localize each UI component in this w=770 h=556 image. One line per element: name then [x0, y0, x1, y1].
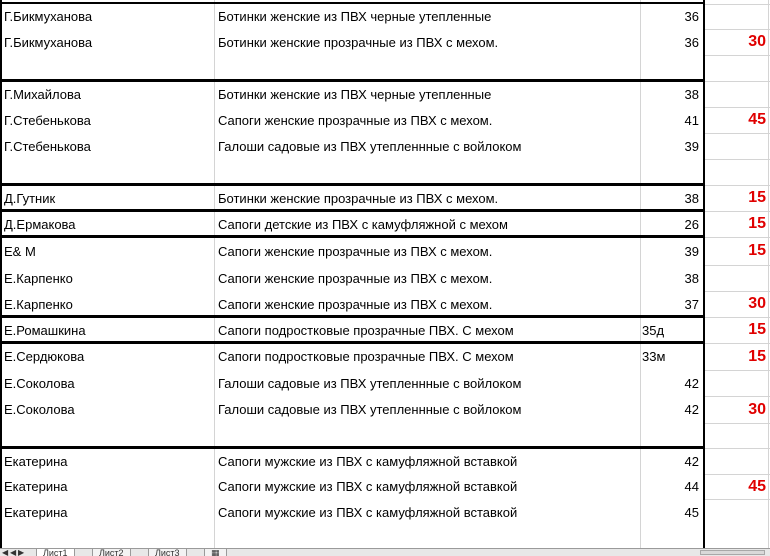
sheet-tab-2[interactable]: Лист2 — [92, 549, 131, 556]
table-row — [0, 4, 770, 29]
total-cell[interactable]: 30 — [748, 400, 766, 418]
sheet-tab-1[interactable]: Лист1 — [36, 549, 75, 556]
customer-name-cell[interactable] — [4, 55, 212, 81]
table-row — [0, 211, 770, 237]
table-row — [0, 474, 770, 499]
product-description-cell[interactable] — [218, 159, 638, 185]
table-row — [0, 448, 770, 474]
customer-name-cell[interactable]: Г.Михайлова — [4, 86, 81, 102]
product-description-cell[interactable]: Ботинки женские из ПВХ черные утепленные — [218, 86, 492, 102]
gridline — [705, 159, 770, 160]
gridline — [705, 448, 770, 449]
product-description-cell[interactable]: Сапоги мужские из ПВХ с камуфляжной вставкой — [218, 504, 518, 520]
total-cell[interactable]: 15 — [748, 242, 766, 259]
total-cell[interactable] — [708, 448, 766, 474]
total-cell[interactable]: 15 — [748, 321, 766, 338]
customer-name-cell[interactable]: E& M — [4, 243, 36, 259]
customer-name-cell[interactable]: Е.Карпенко — [4, 296, 73, 312]
size-cell[interactable]: 42 — [684, 375, 699, 391]
product-description-cell[interactable]: Сапоги женские прозрачные из ПВХ с мехом. — [218, 270, 493, 286]
gridline — [705, 211, 770, 212]
tab-first-arrow-icon[interactable]: ◀ — [2, 548, 9, 556]
gridline — [705, 265, 770, 266]
size-cell[interactable]: 38 — [684, 190, 699, 206]
size-cell[interactable]: 33м — [642, 349, 666, 364]
table-row — [0, 265, 770, 291]
table-row — [0, 396, 770, 423]
size-cell[interactable]: 37 — [684, 296, 699, 312]
size-cell[interactable]: 42 — [684, 453, 699, 469]
customer-name-cell[interactable]: Екатерина — [4, 453, 68, 469]
product-description-cell[interactable] — [218, 423, 638, 448]
customer-name-cell[interactable]: Е.Соколова — [4, 402, 75, 417]
product-description-cell[interactable]: Сапоги подростковые прозрачные ПВХ. С мехом — [218, 322, 514, 338]
size-cell[interactable]: 39 — [684, 138, 699, 154]
size-cell[interactable]: 35д — [642, 322, 665, 338]
customer-name-cell[interactable] — [4, 423, 212, 448]
gridline — [705, 133, 770, 134]
customer-name-cell[interactable]: Г.Бикмуханова — [4, 9, 93, 24]
gridline — [705, 423, 770, 424]
size-cell[interactable]: 36 — [684, 9, 699, 24]
size-cell[interactable]: 41 — [684, 112, 699, 128]
total-cell[interactable]: 15 — [748, 347, 766, 365]
table-row — [0, 291, 770, 317]
gridline — [705, 4, 770, 5]
total-cell[interactable] — [708, 370, 766, 396]
product-description-cell[interactable]: Ботинки женские из ПВХ черные утепленные — [218, 9, 492, 24]
gridline — [705, 55, 770, 56]
gridline — [705, 107, 770, 108]
product-description-cell[interactable]: Галоши садовые из ПВХ утепленнные с войлоком — [218, 138, 522, 154]
product-description-cell[interactable]: Ботинки женские прозрачные из ПВХ с мехом. — [218, 190, 499, 206]
size-cell[interactable]: 44 — [684, 479, 699, 494]
gridline — [705, 291, 770, 292]
gridline — [705, 474, 770, 475]
product-description-cell[interactable]: Сапоги женские прозрачные из ПВХ с мехом. — [218, 112, 493, 128]
total-cell[interactable]: 15 — [748, 215, 766, 232]
size-cell[interactable] — [642, 159, 701, 185]
product-description-cell[interactable]: Галоши садовые из ПВХ утепленнные с войлоком — [218, 402, 522, 417]
gridline — [705, 81, 770, 82]
gridline — [705, 29, 770, 30]
total-cell[interactable] — [708, 55, 766, 81]
total-cell[interactable] — [708, 159, 766, 185]
customer-name-cell[interactable]: Д.Ермакова — [4, 216, 76, 232]
table-row — [0, 133, 770, 159]
total-cell[interactable]: 45 — [748, 111, 766, 128]
customer-name-cell[interactable]: Е.Сердюкова — [4, 349, 85, 364]
product-description-cell[interactable]: Сапоги мужские из ПВХ с камуфляжной вставкой — [218, 453, 518, 469]
gridline — [705, 370, 770, 371]
total-cell[interactable]: 45 — [748, 477, 766, 495]
table-row — [0, 423, 770, 448]
top-border-line — [0, 2, 705, 4]
total-cell[interactable] — [708, 4, 766, 29]
size-cell[interactable]: 38 — [684, 270, 699, 286]
customer-name-cell[interactable]: Е.Соколова — [4, 375, 75, 391]
gridline — [705, 343, 770, 344]
size-cell[interactable] — [642, 423, 701, 448]
size-cell[interactable]: 39 — [684, 243, 699, 259]
total-cell[interactable] — [708, 133, 766, 159]
table-row — [0, 81, 770, 107]
table-row — [0, 107, 770, 133]
customer-name-cell[interactable]: Екатерина — [4, 504, 68, 520]
table-row — [0, 55, 770, 81]
customer-name-cell[interactable]: Г.Бикмуханова — [4, 34, 93, 50]
product-description-cell[interactable] — [218, 55, 638, 81]
horizontal-scrollbar[interactable] — [700, 550, 765, 555]
size-cell[interactable] — [642, 55, 701, 81]
table-row — [0, 370, 770, 396]
new-sheet-tab-icon[interactable]: ▦ — [204, 549, 227, 556]
total-cell[interactable] — [708, 265, 766, 291]
gridline — [705, 499, 770, 500]
table-row — [0, 29, 770, 55]
table-row — [0, 185, 770, 211]
gridline — [705, 185, 770, 186]
customer-name-cell[interactable]: Е.Ромашкина — [4, 322, 86, 338]
gridline — [705, 237, 770, 238]
gridline — [705, 396, 770, 397]
tab-next-arrow-icon[interactable]: ▶ — [18, 548, 25, 556]
product-description-cell[interactable]: Сапоги мужские из ПВХ с камуфляжной вставкой — [218, 479, 518, 494]
total-cell[interactable] — [708, 423, 766, 448]
size-cell[interactable]: 42 — [684, 402, 699, 417]
table-row — [0, 343, 770, 370]
size-cell[interactable]: 36 — [684, 34, 699, 50]
customer-name-cell[interactable]: Е.Карпенко — [4, 270, 73, 286]
size-cell[interactable]: 26 — [684, 216, 699, 232]
customer-name-cell[interactable]: Г.Стебенькова — [4, 138, 91, 154]
total-cell[interactable]: 15 — [748, 189, 766, 206]
total-cell[interactable]: 30 — [748, 33, 766, 50]
size-cell[interactable]: 38 — [684, 86, 699, 102]
size-cell[interactable]: 45 — [684, 504, 699, 520]
customer-name-cell[interactable]: Екатерина — [4, 479, 68, 494]
gridline — [705, 317, 770, 318]
table-row — [0, 499, 770, 525]
sheet-tab-3[interactable]: Лист3 — [148, 549, 187, 556]
tab-prev-arrow-icon[interactable]: ◀ — [10, 548, 17, 556]
product-description-cell[interactable]: Сапоги детские из ПВХ с камуфляжной с мехом — [218, 216, 508, 232]
product-description-cell[interactable]: Ботинки женские прозрачные из ПВХ с мехом. — [218, 34, 499, 50]
table-row — [0, 317, 770, 343]
table-row — [0, 237, 770, 265]
customer-name-cell[interactable]: Д.Гутник — [4, 190, 56, 206]
customer-name-cell[interactable]: Г.Стебенькова — [4, 112, 91, 128]
product-description-cell[interactable]: Сапоги подростковые прозрачные ПВХ. С мехом — [218, 349, 514, 364]
table-row — [0, 159, 770, 185]
total-cell[interactable] — [708, 499, 766, 525]
product-description-cell[interactable]: Сапоги женские прозрачные из ПВХ с мехом. — [218, 296, 493, 312]
customer-name-cell[interactable] — [4, 159, 212, 185]
product-description-cell[interactable]: Сапоги женские прозрачные из ПВХ с мехом. — [218, 243, 493, 259]
product-description-cell[interactable]: Галоши садовые из ПВХ утепленнные с войлоком — [218, 375, 522, 391]
total-cell[interactable] — [708, 81, 766, 107]
total-cell[interactable]: 30 — [748, 295, 766, 312]
